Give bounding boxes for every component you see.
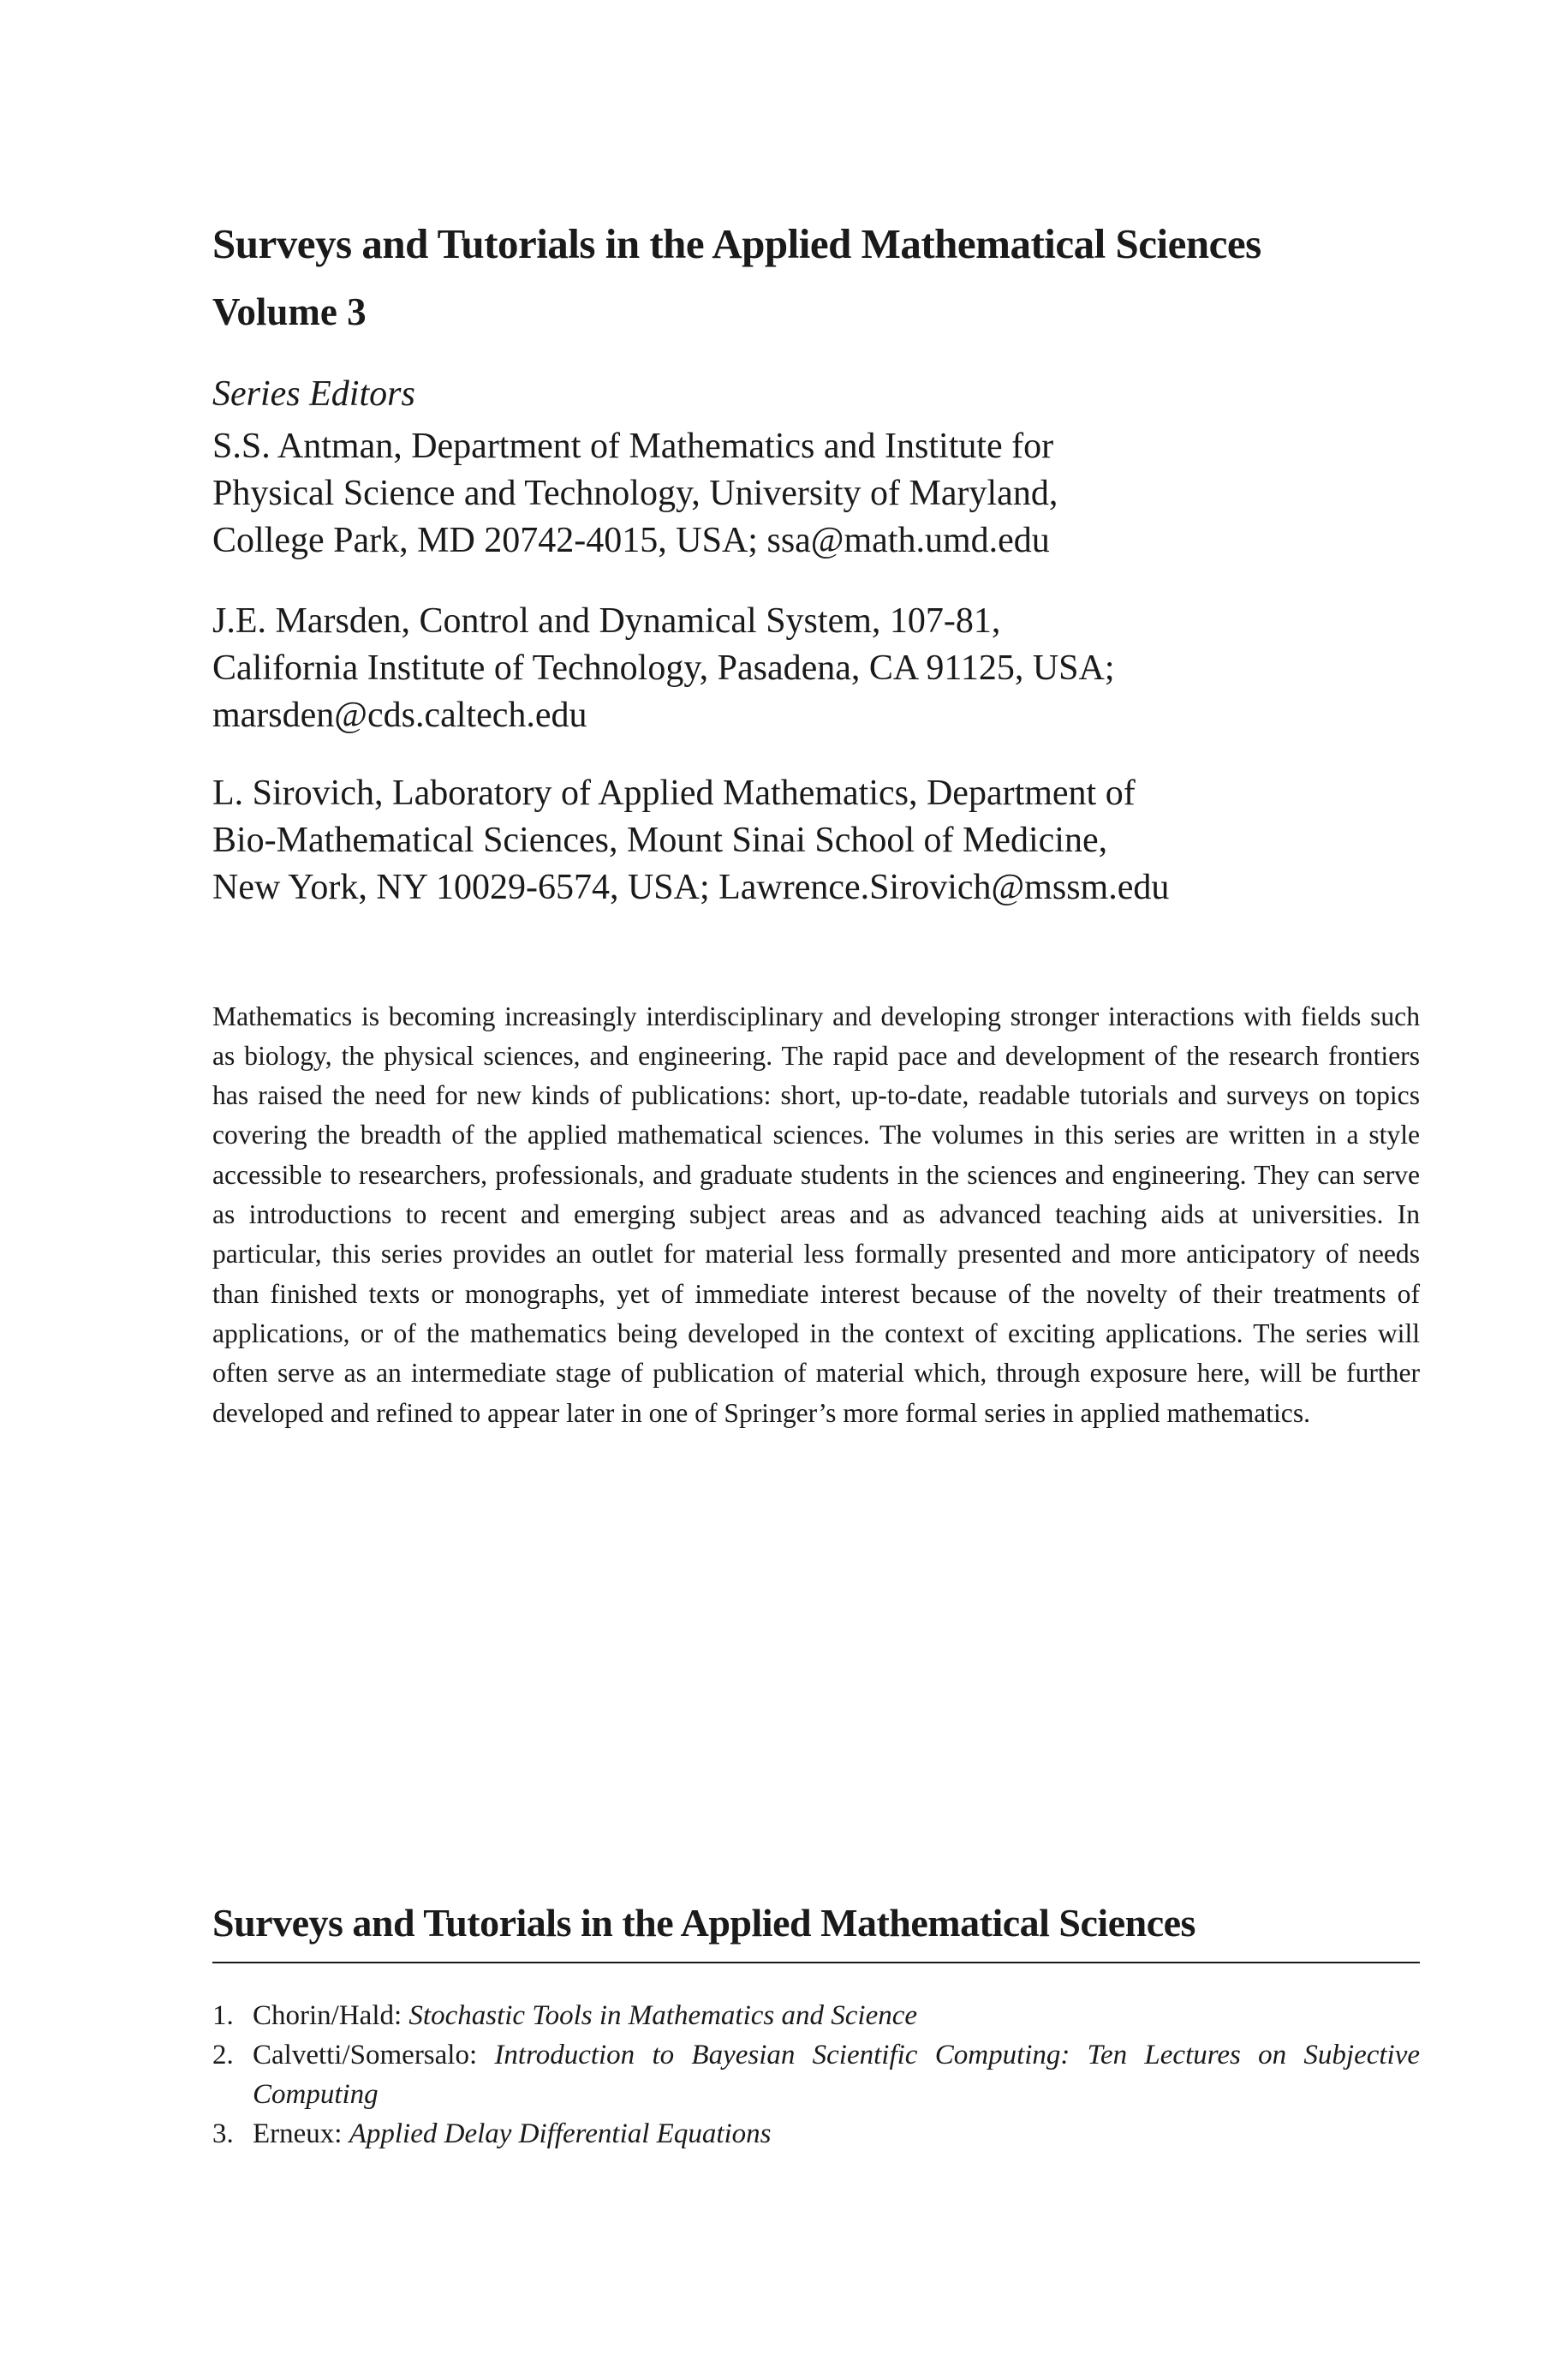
editor-line: College Park, MD 20742-4015, USA; ssa@math.umd.edu <box>212 521 1050 560</box>
list-item-authors: Chorin/Hald: <box>253 2000 409 2031</box>
volume-number: Volume 3 <box>212 290 367 333</box>
editor-entry-antman <box>212 423 1058 565</box>
list-item <box>212 1996 1420 2035</box>
series-title: Surveys and Tutorials in the Applied Mathematical Sciences <box>212 220 1261 267</box>
list-item-number: 2. <box>212 2040 234 2070</box>
editor-line: Physical Science and Technology, University of Maryland, <box>212 474 1058 513</box>
list-item-title: Applied Delay Differential Equations <box>349 2118 772 2149</box>
series-description: Mathematics is becoming increasingly interdisciplinary and developing stronger interactions with fields such as biology, the physical sciences, and engineering. The rapid pace and development of the research frontiers has raised the need for new kinds of publications: short, up-to-date, readable tutorials and surveys on topics covering the breadth of the applied mathematical sciences. The volumes in this series are written in a style accessible to researchers, professionals, and graduate students in the sciences and engineering. They can serve as introductions to recent and emerging subject areas and as advanced teaching aids at universities. In particular, this series provides an outlet for material less formally presented and more anticipatory of needs than finished texts or monographs, yet of immediate interest because of the novelty of their treatments of applications, or of the mathematics being developed in the context of exciting applications. The series will often serve as an intermediate stage of publication of material which, through exposure here, will be further developed and refined to appear later in one of Springer’s more formal series in applied mathematics. <box>212 1001 1420 1428</box>
editor-line: Bio-Mathematical Sciences, Mount Sinai School of Medicine, <box>212 821 1108 860</box>
editor-line: S.S. Antman, Department of Mathematics and Institute for <box>212 427 1054 466</box>
list-item <box>212 2035 1420 2114</box>
list-item-number: 3. <box>212 2118 234 2149</box>
list-item-authors: Calvetti/Somersalo: <box>253 2040 495 2070</box>
series-editors-label: Series Editors <box>212 374 415 414</box>
list-item-title: Stochastic Tools in Mathematics and Science <box>408 2000 918 2031</box>
series-list-title: Surveys and Tutorials in the Applied Mathematical Sciences <box>212 1901 1195 1945</box>
editor-line: marsden@cds.caltech.edu <box>212 696 587 735</box>
volume-list <box>212 1996 1420 2154</box>
list-item-number: 1. <box>212 2000 234 2031</box>
editor-line: L. Sirovich, Laboratory of Applied Mathematics, Department of <box>212 774 1136 813</box>
editor-line: New York, NY 10029-6574, USA; Lawrence.Sirovich@mssm.edu <box>212 868 1170 907</box>
editor-line: J.E. Marsden, Control and Dynamical System, 107-81, <box>212 601 1001 641</box>
divider <box>212 1962 1420 1963</box>
list-item-authors: Erneux: <box>253 2118 349 2149</box>
editor-entry-marsden <box>212 598 1115 739</box>
list-item-title: Introduction to Bayesian Scientific Computing: Ten Lectures on Subjective Computing <box>253 2040 1420 2110</box>
list-item <box>212 2114 1420 2154</box>
editor-entry-sirovich <box>212 770 1169 911</box>
editor-line: California Institute of Technology, Pasadena, CA 91125, USA; <box>212 648 1115 688</box>
